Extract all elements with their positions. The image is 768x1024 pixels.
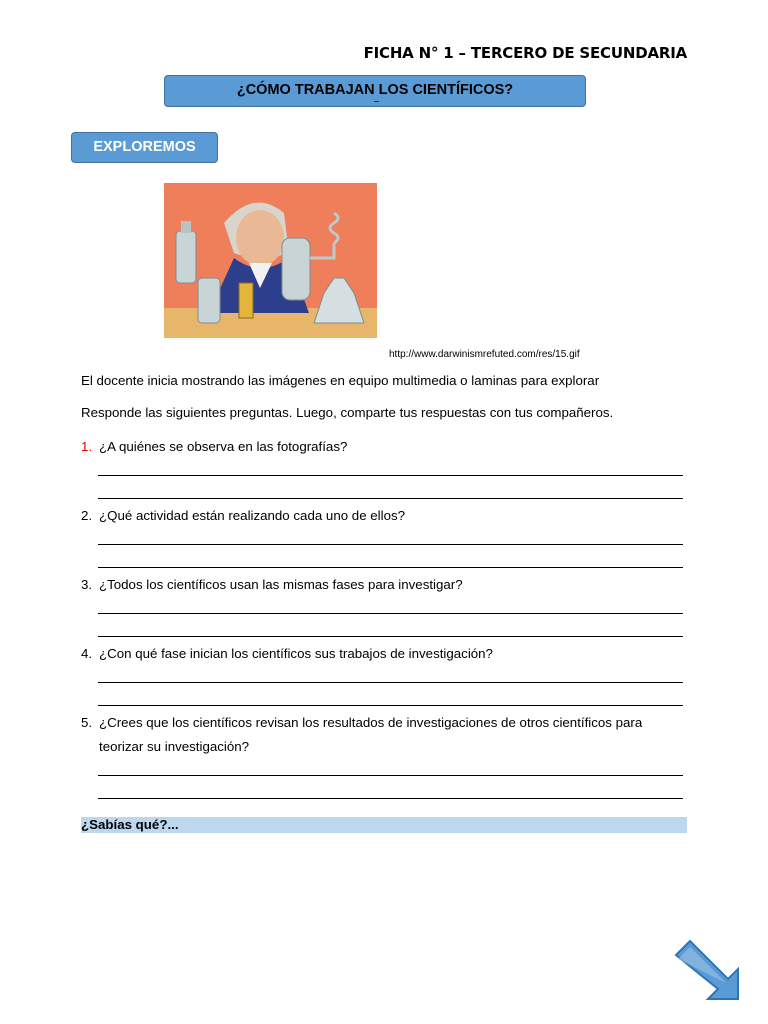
answer-line[interactable] <box>98 798 683 799</box>
did-you-know-heading: ¿Sabías qué?... <box>81 817 687 833</box>
main-title-banner: ¿CÓMO TRABAJAN LOS CIENTÍFICOS? <box>164 75 586 107</box>
intro-paragraph-1: El docente inicia mostrando las imágenes en equipo multimedia o laminas para explorar <box>81 373 600 388</box>
answer-line[interactable] <box>98 567 683 568</box>
section-badge-exploremos: EXPLOREMOS <box>71 132 218 163</box>
question-1-text: ¿A quiénes se observa en las fotografías? <box>99 439 348 454</box>
answer-line[interactable] <box>98 636 683 637</box>
intro-paragraph-2: Responde las siguientes preguntas. Luego, comparte tus respuestas con tus compañeros. <box>81 405 614 420</box>
question-4-text: ¿Con qué fase inician los científicos sus trabajos de investigación? <box>99 646 493 661</box>
question-3-number: 3. <box>81 577 93 592</box>
question-1 <box>81 439 347 454</box>
scientist-laboratory-illustration <box>164 183 377 338</box>
answer-line[interactable] <box>98 475 683 476</box>
answer-line[interactable] <box>98 498 683 499</box>
question-5-text: ¿Crees que los científicos revisan los resultados de investigaciones de otros científicos para <box>99 715 643 730</box>
question-3-text: ¿Todos los científicos usan las mismas fases para investigar? <box>99 577 463 592</box>
title-underline-mark <box>374 101 379 102</box>
answer-line[interactable] <box>98 775 683 776</box>
answer-line[interactable] <box>98 705 683 706</box>
question-2 <box>81 508 405 523</box>
answer-line[interactable] <box>98 682 683 683</box>
sheet-title: FICHA N° 1 – TERCERO DE SECUNDARIA <box>363 44 687 62</box>
next-page-arrow-icon[interactable] <box>668 933 746 1003</box>
question-2-text: ¿Qué actividad están realizando cada uno de ellos? <box>99 508 406 523</box>
question-4 <box>81 646 493 661</box>
question-3 <box>81 577 463 592</box>
answer-line[interactable] <box>98 613 683 614</box>
question-5-number: 5. <box>81 715 93 730</box>
question-5-continuation: teorizar su investigación? <box>99 739 250 754</box>
answer-line[interactable] <box>98 544 683 545</box>
question-1-number: 1. <box>81 439 93 454</box>
question-5 <box>81 715 642 730</box>
image-source-caption: http://www.darwinismrefuted.com/res/15.gif <box>389 349 580 360</box>
question-4-number: 4. <box>81 646 93 661</box>
question-2-number: 2. <box>81 508 93 523</box>
